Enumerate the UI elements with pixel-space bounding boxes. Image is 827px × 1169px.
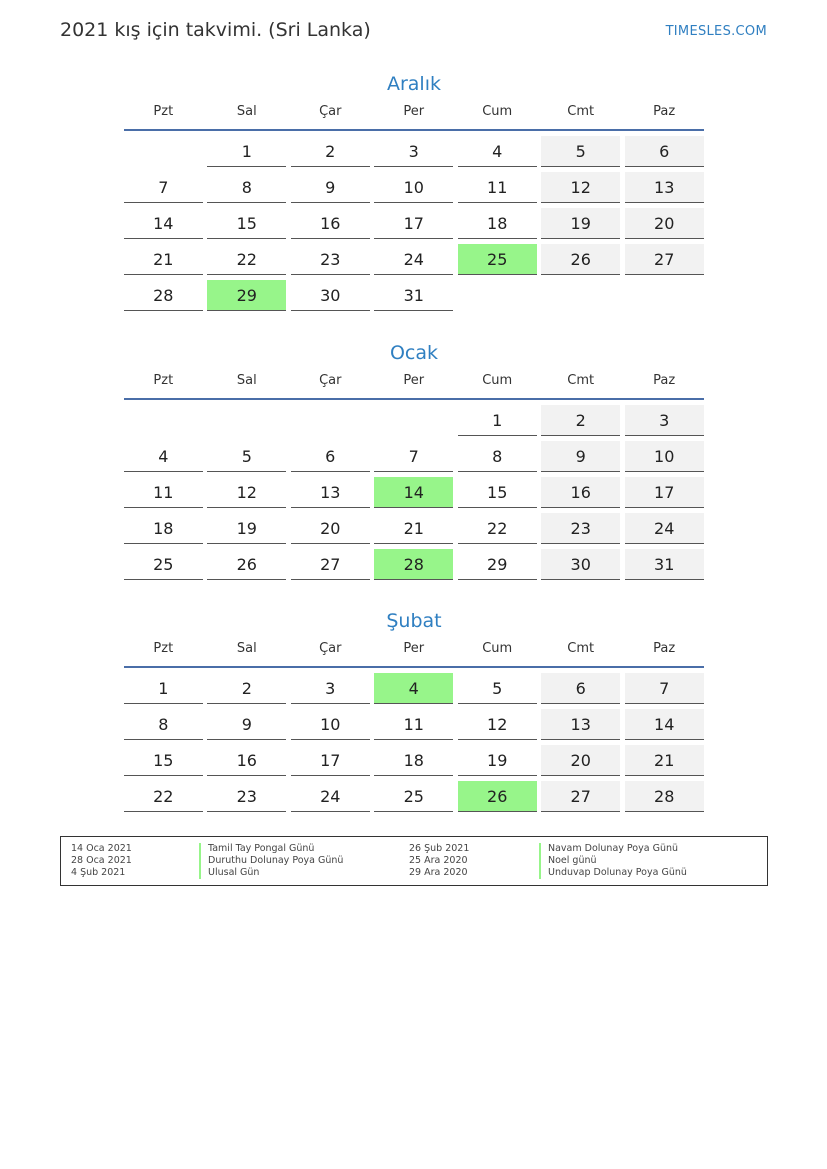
month-title: Aralık — [386, 73, 441, 95]
day-cell[interactable]: 2 — [207, 673, 286, 704]
day-cell[interactable]: 21 — [374, 513, 453, 544]
week-row — [124, 781, 704, 812]
weekday-label: Pzt — [153, 104, 174, 119]
legend-date: 4 Şub 2021 — [71, 867, 126, 878]
weekday-label: Cum — [482, 641, 513, 656]
legend-date: 26 Şub 2021 — [409, 843, 470, 854]
legend-row — [61, 867, 767, 879]
legend-holiday-name: Noel günü — [539, 855, 597, 867]
weekday-label: Cmt — [567, 104, 595, 119]
day-cell[interactable]: 20 — [291, 513, 370, 544]
day-cell[interactable]: 19 — [458, 745, 537, 776]
weekday-label: Pzt — [153, 641, 174, 656]
holiday-day-cell[interactable]: 4 — [374, 673, 453, 704]
day-cell[interactable]: 14 — [124, 208, 203, 239]
month-january — [124, 339, 704, 585]
week-row — [124, 136, 704, 167]
legend-date: 28 Oca 2021 — [71, 855, 132, 866]
day-cell[interactable]: 10 — [291, 709, 370, 740]
week-row — [124, 477, 704, 508]
week-row — [124, 405, 704, 436]
day-cell[interactable]: 4 — [124, 441, 203, 472]
weekend-day-cell[interactable]: 6 — [541, 673, 620, 704]
legend-holiday-name: Navam Dolunay Poya Günü — [539, 843, 678, 855]
day-cell[interactable]: 25 — [374, 781, 453, 812]
weekend-day-cell[interactable]: 31 — [625, 549, 704, 580]
day-cell[interactable]: 18 — [374, 745, 453, 776]
day-cell — [625, 280, 704, 310]
weekday-label: Çar — [319, 641, 342, 656]
day-cell[interactable]: 8 — [124, 709, 203, 740]
weekend-day-cell[interactable]: 6 — [625, 136, 704, 167]
week-row — [124, 709, 704, 740]
page-title: 2021 kış için takvimi. (Sri Lanka) — [60, 19, 371, 41]
day-cell — [124, 405, 203, 435]
day-cell[interactable]: 17 — [374, 208, 453, 239]
day-cell[interactable]: 26 — [207, 549, 286, 580]
legend-date: 14 Oca 2021 — [71, 843, 132, 854]
weekend-day-cell[interactable]: 20 — [541, 745, 620, 776]
day-cell[interactable]: 24 — [374, 244, 453, 275]
day-cell[interactable]: 7 — [124, 172, 203, 203]
day-cell[interactable]: 5 — [458, 673, 537, 704]
legend-date: 25 Ara 2020 — [409, 855, 468, 866]
weekday-header — [124, 370, 704, 400]
day-cell[interactable]: 11 — [458, 172, 537, 203]
weekend-day-cell[interactable]: 9 — [541, 441, 620, 472]
day-cell[interactable]: 18 — [124, 513, 203, 544]
week-row — [124, 244, 704, 275]
legend-holiday-name: Tamil Tay Pongal Günü — [199, 843, 314, 855]
weekday-label: Per — [403, 104, 425, 119]
weekend-day-cell[interactable]: 26 — [541, 244, 620, 275]
weekend-day-cell[interactable]: 2 — [541, 405, 620, 436]
day-cell[interactable]: 1 — [207, 136, 286, 167]
day-cell[interactable]: 11 — [374, 709, 453, 740]
weekend-day-cell[interactable]: 27 — [541, 781, 620, 812]
holiday-day-cell[interactable]: 14 — [374, 477, 453, 508]
weekday-header — [124, 101, 704, 131]
weekday-label: Sal — [236, 641, 257, 656]
day-cell — [291, 405, 370, 435]
day-grid — [124, 673, 704, 812]
weekday-label: Per — [403, 373, 425, 388]
week-row — [124, 513, 704, 544]
day-cell[interactable]: 27 — [291, 549, 370, 580]
day-cell[interactable]: 23 — [291, 244, 370, 275]
day-cell[interactable]: 15 — [207, 208, 286, 239]
day-cell[interactable]: 11 — [124, 477, 203, 508]
day-cell[interactable]: 16 — [291, 208, 370, 239]
day-cell[interactable]: 22 — [124, 781, 203, 812]
week-row — [124, 673, 704, 704]
weekday-header — [124, 638, 704, 668]
legend-row — [61, 855, 767, 867]
month-title: Şubat — [386, 610, 442, 632]
day-cell[interactable]: 19 — [207, 513, 286, 544]
month-february — [124, 607, 704, 817]
holiday-day-cell[interactable]: 29 — [207, 280, 286, 311]
week-row — [124, 745, 704, 776]
week-row — [124, 549, 704, 580]
weekday-label: Paz — [653, 641, 676, 656]
week-row — [124, 441, 704, 472]
weekday-label: Sal — [236, 373, 257, 388]
day-cell — [541, 280, 620, 310]
legend-holiday-name: Ulusal Gün — [199, 867, 259, 879]
holiday-day-cell[interactable]: 25 — [458, 244, 537, 275]
day-cell[interactable]: 7 — [374, 441, 453, 472]
weekend-day-cell[interactable]: 12 — [541, 172, 620, 203]
weekend-day-cell[interactable]: 13 — [625, 172, 704, 203]
weekend-day-cell[interactable]: 19 — [541, 208, 620, 239]
day-cell[interactable]: 24 — [291, 781, 370, 812]
day-cell[interactable]: 22 — [458, 513, 537, 544]
day-cell[interactable]: 23 — [207, 781, 286, 812]
day-cell[interactable]: 5 — [207, 441, 286, 472]
day-cell[interactable]: 31 — [374, 280, 453, 311]
legend-holiday-name: Duruthu Dolunay Poya Günü — [199, 855, 343, 867]
weekend-day-cell[interactable]: 10 — [625, 441, 704, 472]
day-cell[interactable]: 8 — [458, 441, 537, 472]
day-cell[interactable]: 10 — [374, 172, 453, 203]
day-grid — [124, 405, 704, 580]
holiday-day-cell[interactable]: 26 — [458, 781, 537, 812]
day-cell[interactable]: 1 — [124, 673, 203, 704]
day-cell[interactable]: 4 — [458, 136, 537, 167]
weekday-label: Per — [403, 641, 425, 656]
weekend-day-cell[interactable]: 23 — [541, 513, 620, 544]
day-cell — [374, 405, 453, 435]
legend-row — [61, 843, 767, 855]
weekend-day-cell[interactable]: 20 — [625, 208, 704, 239]
weekend-day-cell[interactable]: 13 — [541, 709, 620, 740]
weekday-label: Cmt — [567, 641, 595, 656]
day-cell[interactable]: 12 — [207, 477, 286, 508]
day-cell — [124, 136, 203, 166]
weekend-day-cell[interactable]: 17 — [625, 477, 704, 508]
weekday-label: Çar — [319, 104, 342, 119]
day-cell[interactable]: 21 — [124, 244, 203, 275]
day-cell[interactable]: 9 — [207, 709, 286, 740]
holiday-day-cell[interactable]: 28 — [374, 549, 453, 580]
weekday-label: Cmt — [567, 373, 595, 388]
weekday-label: Cum — [482, 373, 513, 388]
week-row — [124, 280, 704, 311]
day-cell[interactable]: 18 — [458, 208, 537, 239]
day-cell[interactable]: 8 — [207, 172, 286, 203]
day-cell[interactable]: 30 — [291, 280, 370, 311]
holiday-legend — [60, 836, 768, 886]
legend-date: 29 Ara 2020 — [409, 867, 468, 878]
day-grid — [124, 136, 704, 311]
week-row — [124, 172, 704, 203]
day-cell[interactable]: 12 — [458, 709, 537, 740]
weekend-day-cell[interactable]: 24 — [625, 513, 704, 544]
day-cell[interactable]: 15 — [124, 745, 203, 776]
weekend-day-cell[interactable]: 21 — [625, 745, 704, 776]
day-cell[interactable]: 3 — [291, 673, 370, 704]
day-cell[interactable]: 13 — [291, 477, 370, 508]
weekend-day-cell[interactable]: 16 — [541, 477, 620, 508]
weekend-day-cell[interactable]: 3 — [625, 405, 704, 436]
weekday-label: Cum — [482, 104, 513, 119]
month-december — [124, 70, 704, 316]
month-title: Ocak — [389, 342, 439, 364]
day-cell[interactable]: 28 — [124, 280, 203, 311]
day-cell[interactable]: 16 — [207, 745, 286, 776]
day-cell[interactable]: 2 — [291, 136, 370, 167]
weekday-label: Sal — [236, 104, 257, 119]
weekend-day-cell[interactable]: 28 — [625, 781, 704, 812]
weekend-day-cell[interactable]: 14 — [625, 709, 704, 740]
weekday-label: Çar — [319, 373, 342, 388]
day-cell — [458, 280, 537, 310]
day-cell[interactable]: 22 — [207, 244, 286, 275]
week-row — [124, 208, 704, 239]
day-cell[interactable]: 6 — [291, 441, 370, 472]
weekend-day-cell[interactable]: 5 — [541, 136, 620, 167]
day-cell[interactable]: 29 — [458, 549, 537, 580]
day-cell[interactable]: 3 — [374, 136, 453, 167]
weekend-day-cell[interactable]: 30 — [541, 549, 620, 580]
day-cell[interactable]: 1 — [458, 405, 537, 436]
day-cell — [207, 405, 286, 435]
weekday-label: Pzt — [153, 373, 174, 388]
day-cell[interactable]: 15 — [458, 477, 537, 508]
day-cell[interactable]: 17 — [291, 745, 370, 776]
legend-holiday-name: Unduvap Dolunay Poya Günü — [539, 867, 687, 879]
day-cell[interactable]: 25 — [124, 549, 203, 580]
weekend-day-cell[interactable]: 7 — [625, 673, 704, 704]
day-cell[interactable]: 9 — [291, 172, 370, 203]
weekday-label: Paz — [653, 373, 676, 388]
site-link[interactable]: TIMESLES.COM — [665, 24, 767, 39]
weekend-day-cell[interactable]: 27 — [625, 244, 704, 275]
weekday-label: Paz — [653, 104, 676, 119]
